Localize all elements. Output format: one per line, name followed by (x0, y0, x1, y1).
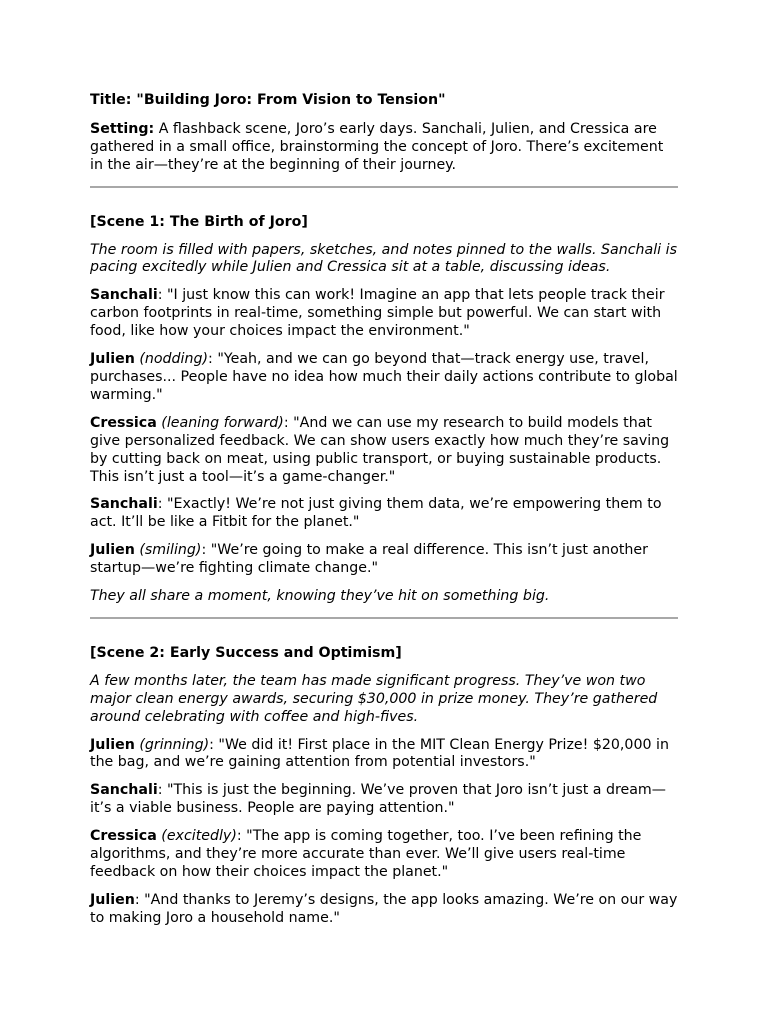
dialogue-line (90, 892, 678, 928)
stage-direction: (excitedly) (156, 828, 237, 845)
dialogue-text: : "And we can use my research to build models that give personalized feedback. We can show users exactly how much they’re saving by cutting back on meat, using public transport, or buying sustainable products. This isn’t just a tool—it’s a game-changer." (90, 414, 670, 485)
setting-text: A flashback scene, Joro’s early days. Sanchali, Julien, and Cressica are gathered in a small office, brainstorming the concept of Joro. There’s excitement in the air—they’re at the beginning of their journey. (90, 120, 664, 173)
scene-2-heading: [Scene 2: Early Success and Optimism] (90, 644, 402, 661)
speaker-name: Cressica (90, 828, 157, 845)
speaker-name: Julien (90, 351, 135, 368)
dialogue-text: : "The app is coming together, too. I’ve been refining the algorithms, and they’re more accurate than ever. We’ll give users real-time feedback on how their choices impact the planet." (90, 828, 642, 880)
dialogue-line (90, 496, 678, 532)
speaker-name: Sanchali (90, 782, 158, 799)
dialogue-line (90, 287, 678, 341)
stage-direction: (smiling) (134, 542, 202, 559)
scene-1-outro: They all share a moment, knowing they’ve hit on something big. (90, 588, 550, 605)
dialogue-line (90, 351, 678, 405)
stage-direction: (grinning) (134, 736, 210, 753)
divider (90, 186, 678, 188)
setting-label: Setting: (90, 120, 155, 137)
dialogue-text: : "Yeah, and we can go beyond that—track energy use, travel, purchases... People have no idea how much their daily actions contribute to global warming." (90, 351, 678, 403)
setting-paragraph (90, 121, 678, 175)
dialogue-line (90, 542, 678, 578)
speaker-name: Sanchali (90, 496, 158, 513)
dialogue-line (90, 782, 678, 818)
scene-2-intro: A few months later, the team has made significant progress. They’ve won two major clean energy awards, securing $30,000 in prize money. They’re gathered around celebrating with coffee and high-fives. (90, 672, 658, 725)
dialogue-text: : "Exactly! We’re not just giving them data, we’re empowering them to act. It’ll be like a Fitbit for the planet." (90, 496, 662, 531)
dialogue-line (90, 737, 678, 773)
dialogue-text: : "And thanks to Jeremy’s designs, the app looks amazing. We’re on our way to making Joro a household name." (90, 891, 678, 926)
scene-1-intro: The room is filled with papers, sketches, and notes pinned to the walls. Sanchali is pacing excitedly while Julien and Cressica sit at a table, discussing ideas. (90, 241, 677, 276)
dialogue-text: : "I just know this can work! Imagine an app that lets people track their carbon footprints in real-time, something simple but powerful. We can start with food, like how your choices impact the environment." (90, 287, 665, 340)
speaker-name: Cressica (90, 414, 157, 431)
stage-direction: (leaning forward) (156, 414, 284, 431)
speaker-name: Julien (90, 736, 135, 753)
dialogue-line (90, 828, 678, 882)
document-title: Title: "Building Joro: From Vision to Tension" (90, 92, 446, 108)
dialogue-line (90, 415, 678, 487)
speaker-name: Sanchali (90, 287, 158, 304)
divider (90, 617, 678, 619)
dialogue-text: : "We’re going to make a real difference. This isn’t just another startup—we’re fighting climate change." (90, 542, 648, 577)
dialogue-text: : "This is just the beginning. We’ve proven that Joro isn’t just a dream—it’s a viable business. People are paying attention." (90, 782, 666, 817)
speaker-name: Julien (90, 542, 135, 559)
dialogue-text: : "We did it! First place in the MIT Clean Energy Prize! $20,000 in the bag, and we’re gaining attention from potential investors." (90, 736, 669, 771)
scene-1-heading: [Scene 1: The Birth of Joro] (90, 213, 308, 230)
stage-direction: (nodding) (134, 351, 209, 368)
speaker-name: Julien (90, 891, 135, 908)
